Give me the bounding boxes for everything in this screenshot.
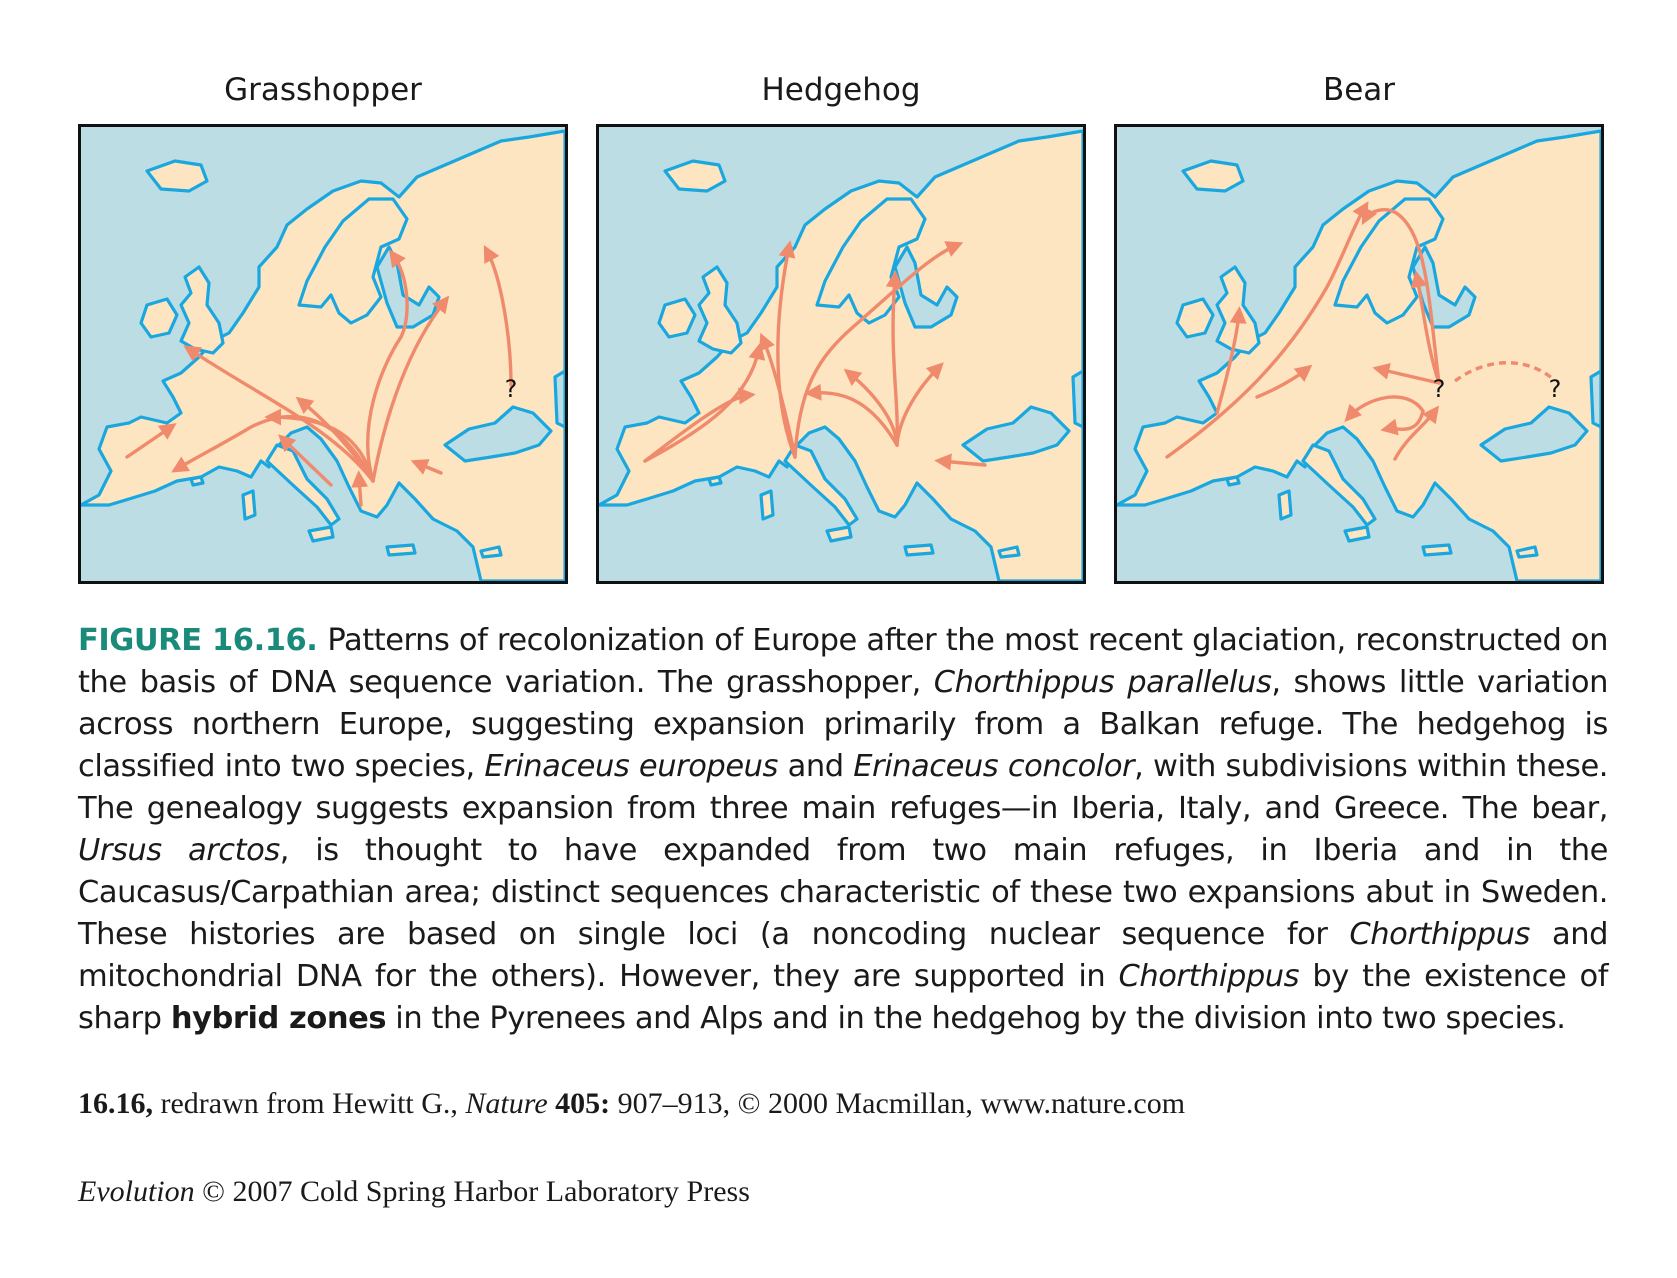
caption-run: and mitochondrial DNA for the others). However, they are supported in — [78, 917, 1609, 994]
credit-run: 405: — [555, 1087, 611, 1120]
copyright-body — [78, 1175, 750, 1208]
land-mass — [1423, 545, 1451, 555]
caption-run: Erinaceus concolor — [853, 749, 1135, 784]
land-mass — [387, 545, 415, 555]
map-hedgehog — [596, 124, 1086, 584]
caption-run: Chorthippus parallelus — [933, 665, 1272, 700]
figure-label: FIGURE 16.16. — [78, 623, 318, 658]
credit-run: 16.16, — [78, 1087, 153, 1120]
land-mass — [1227, 477, 1239, 485]
land-mass — [827, 527, 851, 541]
copyright-line — [78, 1175, 750, 1209]
panel-title-bear: Bear — [1322, 72, 1396, 108]
credit-run: 907–913, © 2000 Macmillan, www.nature.com — [610, 1087, 1186, 1120]
map-bear-svg — [1117, 127, 1601, 581]
caption-run: Erinaceus europeus — [484, 749, 778, 784]
caption-run: in the Pyrenees and Alps and in the hedgehog by the division into two species. — [386, 1001, 1566, 1036]
panel-title-grasshopper: Grasshopper — [224, 72, 422, 108]
caption-run: hybrid zones — [170, 1001, 387, 1036]
inland-sea — [555, 371, 565, 427]
caption-run: and — [777, 749, 854, 784]
caption-run: , with subdivisions within these. The genealogy suggests expansion from three main refuges—in Iberia, Italy, and Greece. The bear, — [78, 749, 1609, 826]
caption-run: Chorthippus — [1349, 917, 1530, 952]
land-mass — [1279, 491, 1291, 519]
land-mass — [1345, 527, 1369, 541]
land-mass — [761, 491, 773, 519]
caption-run: , shows little variation across northern Europe, suggesting expansion primarily from a Balkan refuge. The hedgehog is classified into two species, — [78, 665, 1609, 784]
credit-body — [78, 1087, 1185, 1120]
question-mark: ? — [504, 375, 518, 403]
caption-run: Patterns of recolonization of Europe after the most recent glaciation, reconstructed on the basis of DNA sequence variation. The grasshopper, — [78, 623, 1608, 700]
caption-body — [78, 623, 1608, 1036]
caption-run: by the existence of sharp — [78, 959, 1609, 1036]
panel-title-hedgehog: Hedgehog — [761, 72, 921, 108]
map-grasshopper — [78, 124, 568, 584]
map-hedgehog-svg — [599, 127, 1083, 581]
caption-run: , is thought to have expanded from two main refuges, in Iberia and in the Caucasus/Carpathian area; distinct sequences characteristic of these two expansions abut in Sweden. These histories are based on single loci (a noncoding nuclear sequence for — [78, 833, 1609, 952]
credit-run: redrawn from Hewitt G., — [153, 1087, 466, 1120]
copyright-run: © 2007 Cold Spring Harbor Laboratory Press — [194, 1175, 750, 1208]
map-grasshopper-svg — [81, 127, 565, 581]
inland-sea — [1073, 371, 1083, 427]
map-bear — [1114, 124, 1604, 584]
land-mass — [191, 477, 203, 485]
copyright-run: Evolution — [78, 1175, 195, 1208]
caption-run: Chorthippus — [1118, 959, 1300, 994]
question-mark: ? — [1432, 375, 1446, 403]
land-mass — [709, 477, 721, 485]
land-mass — [905, 545, 933, 555]
recolonization-arrow — [359, 477, 361, 505]
credit-run: Nature — [465, 1087, 548, 1120]
caption-run: Ursus arctos — [78, 833, 280, 868]
land-mass — [309, 527, 333, 541]
figure-caption — [78, 620, 1608, 1040]
credit-line — [78, 1087, 1185, 1121]
land-mass — [243, 491, 255, 519]
inland-sea — [1591, 371, 1601, 427]
question-mark: ? — [1548, 375, 1562, 403]
